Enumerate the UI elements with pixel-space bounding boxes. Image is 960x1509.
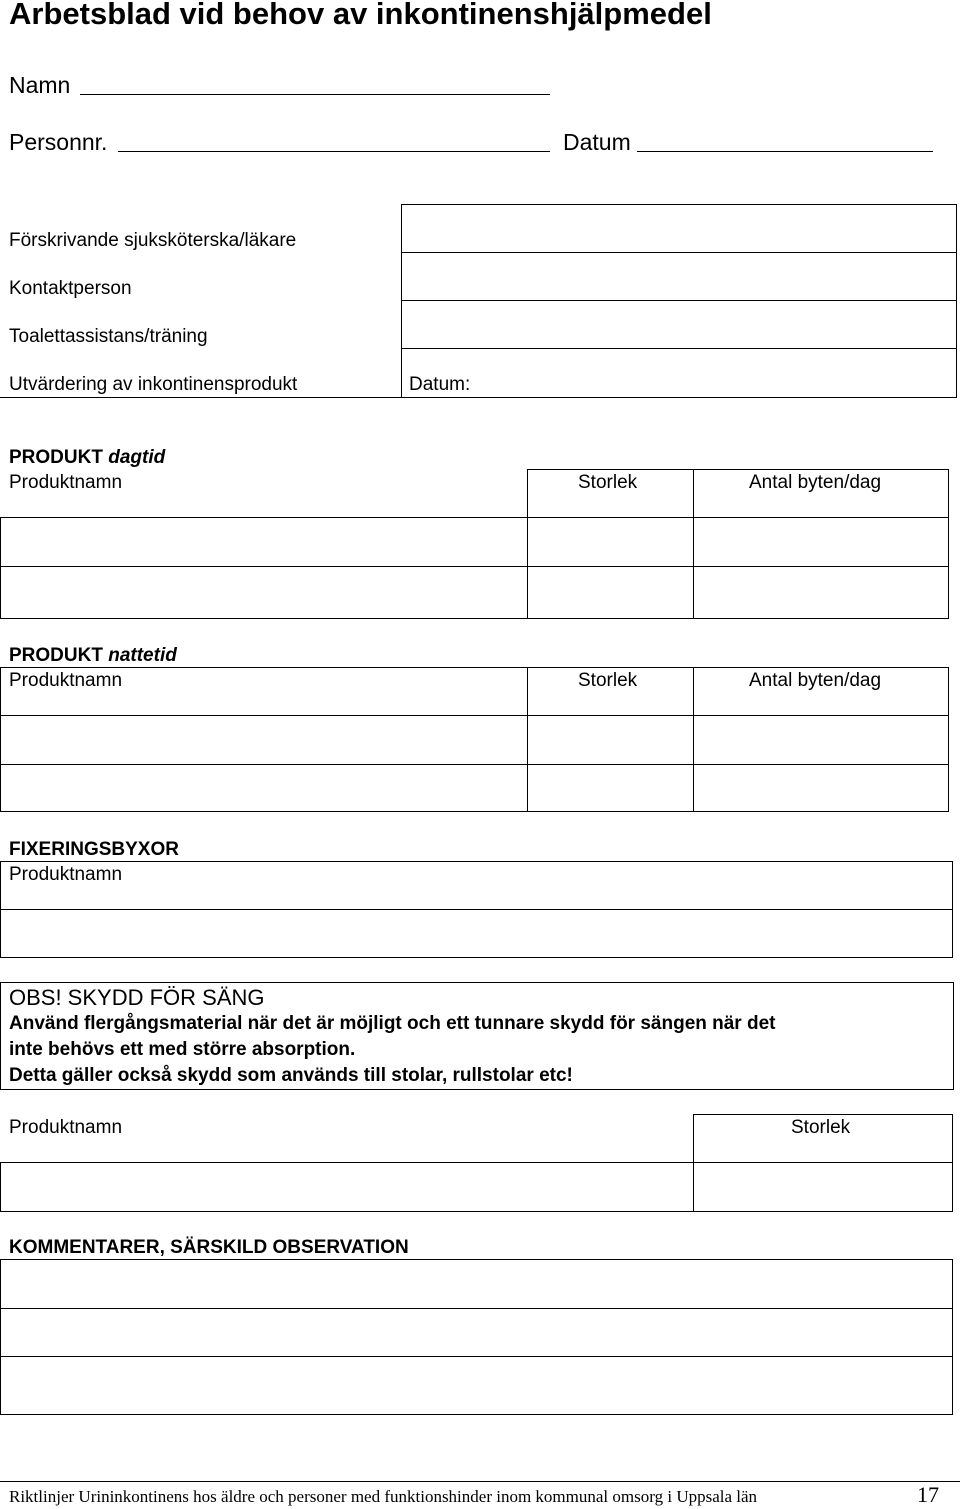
namn-label: Namn xyxy=(9,72,71,98)
fixeringsbyxor-heading: FIXERINGSBYXOR xyxy=(9,839,179,860)
info-row-utvardering: Utvärdering av inkontinensprodukt xyxy=(9,374,298,395)
produkt-dagtid-heading xyxy=(9,447,165,469)
nattetid-col-produktnamn: Produktnamn xyxy=(9,670,123,691)
obs-heading: OBS! SKYDD FÖR SÄNG xyxy=(9,985,265,1010)
dagtid-col-antal: Antal byten/dag xyxy=(749,472,882,493)
info-row-toalettassistans: Toalettassistans/träning xyxy=(9,326,208,347)
produkt-dagtid-heading-prefix: PRODUKT xyxy=(9,447,103,468)
nattetid-row-2[interactable] xyxy=(2,766,947,810)
obs-line-1: Använd flergångsmaterial när det är möjligt och ett tunnare skydd för sängen när det xyxy=(9,1013,776,1034)
skydd-row-1[interactable] xyxy=(2,1164,951,1210)
info-row-forskrivande: Förskrivande sjuksköterska/läkare xyxy=(9,230,297,251)
kommentarer-heading: KOMMENTARER, SÄRSKILD OBSERVATION xyxy=(9,1237,409,1258)
page-title: Arbetsblad vid behov av inkontinenshjälpmedel xyxy=(9,0,712,31)
skydd-col-produktnamn: Produktnamn xyxy=(9,1117,123,1138)
personnr-field[interactable] xyxy=(118,151,550,152)
info-field-toalettassistans[interactable] xyxy=(403,302,955,347)
footer-divider xyxy=(0,1481,960,1482)
nattetid-col-storlek: Storlek xyxy=(578,670,638,691)
nattetid-row-1[interactable] xyxy=(2,717,947,763)
fixeringsbyxor-row-1[interactable] xyxy=(2,911,951,956)
info-field-kontaktperson[interactable] xyxy=(403,254,955,299)
skydd-col-storlek: Storlek xyxy=(791,1117,851,1138)
obs-line-3: Detta gäller också skydd som används till stolar, rullstolar etc! xyxy=(9,1065,573,1086)
obs-line-2: inte behövs ett med större absorption. xyxy=(9,1039,356,1060)
fixeringsbyxor-col-produktnamn: Produktnamn xyxy=(9,864,123,885)
info-row-kontaktperson: Kontaktperson xyxy=(9,278,132,299)
kommentarer-row-2[interactable] xyxy=(2,1310,951,1355)
footer-text: Riktlinjer Urininkontinens hos äldre och personer med funktionshinder inom kommunal omsorg i Uppsala län xyxy=(9,1487,758,1506)
datum-label: Datum xyxy=(563,129,631,155)
produkt-nattetid-heading-prefix: PRODUKT xyxy=(9,645,103,666)
dagtid-col-storlek: Storlek xyxy=(578,472,638,493)
produkt-nattetid-heading-italic: nattetid xyxy=(108,645,177,666)
kommentarer-row-3[interactable] xyxy=(2,1358,951,1413)
personnr-label: Personnr. xyxy=(9,129,108,155)
datum-field[interactable] xyxy=(637,151,933,152)
nattetid-col-antal: Antal byten/dag xyxy=(749,670,882,691)
kommentarer-row-1[interactable] xyxy=(2,1261,951,1307)
namn-field[interactable] xyxy=(80,94,550,95)
info-field-forskrivande[interactable] xyxy=(403,206,955,251)
dagtid-col-produktnamn: Produktnamn xyxy=(9,472,123,493)
info-datum-label: Datum: xyxy=(409,374,471,395)
produkt-nattetid-heading xyxy=(9,645,177,667)
info-field-utvardering-datum[interactable] xyxy=(480,350,955,396)
dagtid-row-2[interactable] xyxy=(2,568,947,617)
footer-page-number: 17 xyxy=(917,1482,939,1507)
produkt-dagtid-heading-italic: dagtid xyxy=(108,447,166,468)
dagtid-row-1[interactable] xyxy=(2,519,947,565)
